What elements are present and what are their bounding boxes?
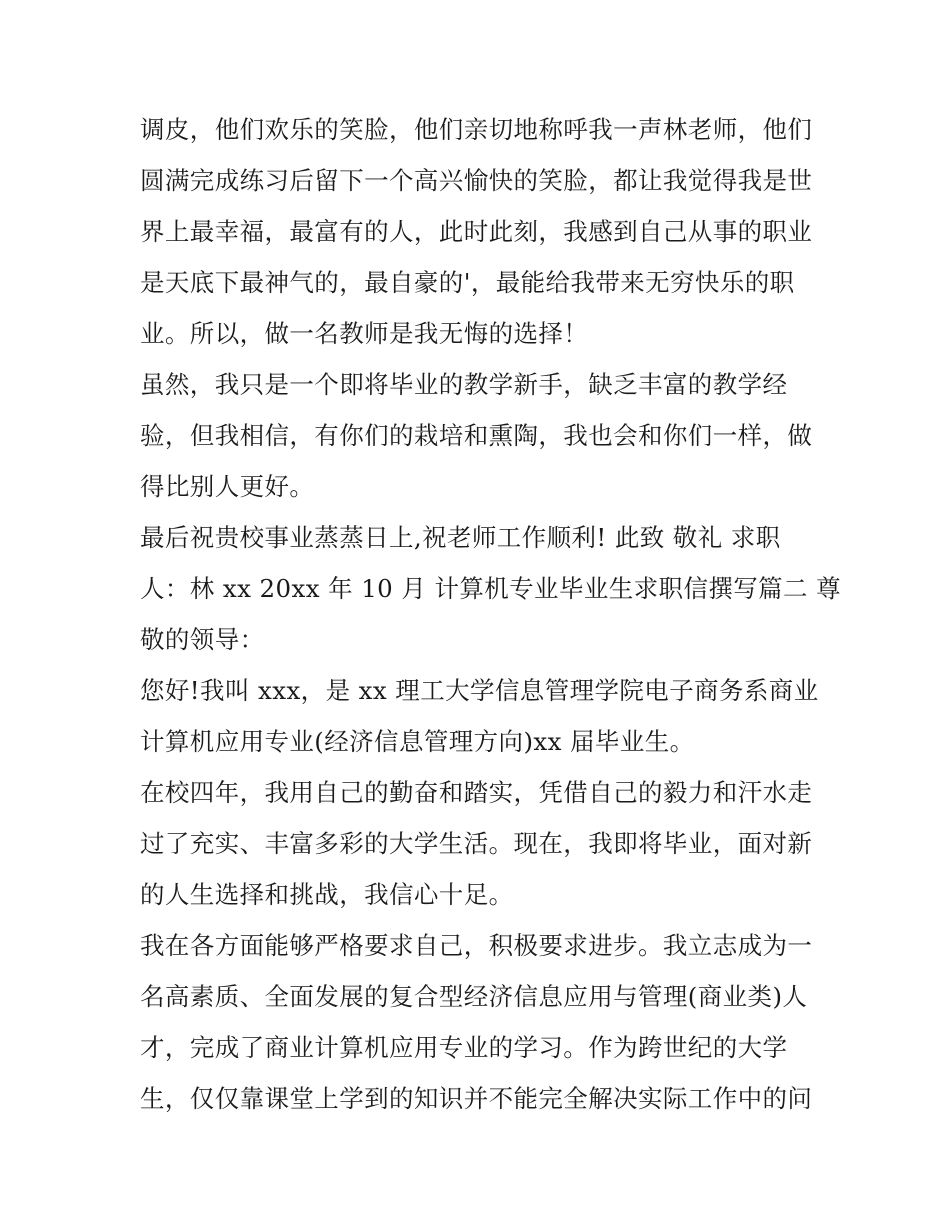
text-line: 圆满完成练习后留下一个高兴愉快的笑脸，都让我觉得我是世 [140, 166, 813, 195]
text-line: 人：林 xx 20xx 年 10 月 计算机专业毕业生求职信撰写篇二 尊 [140, 574, 842, 603]
text-line: 虽然，我只是一个即将毕业的教学新手，缺乏丰富的教学经 [140, 370, 788, 399]
text-line: 计算机应用专业(经济信息管理方向)xx 届毕业生。 [140, 727, 695, 756]
text-line: 您好!我叫 xxx，是 xx 理工大学信息管理学院电子商务系商业 [140, 676, 819, 705]
text-line: 我在各方面能够严格要求自己，积极要求进步。我立志成为一 [140, 931, 813, 960]
text-line: 调皮，他们欢乐的笑脸，他们亲切地称呼我一声林老师，他们 [140, 115, 813, 144]
text-line: 过了充实、丰富多彩的大学生活。现在，我即将毕业，面对新 [140, 829, 813, 858]
text-line: 是天底下最神气的，最自豪的'，最能给我带来无穷快乐的职 [140, 268, 795, 297]
text-line: 才，完成了商业计算机应用专业的学习。作为跨世纪的大学 [140, 1033, 788, 1062]
text-line: 名高素质、全面发展的复合型经济信息应用与管理(商业类)人 [140, 982, 808, 1011]
text-line: 界上最幸福，最富有的人，此时此刻，我感到自己从事的职业 [140, 217, 813, 246]
text-line: 生，仅仅靠课堂上学到的知识并不能完全解决实际工作中的问 [140, 1084, 813, 1113]
text-line: 在校四年，我用自己的勤奋和踏实，凭借自己的毅力和汗水走 [140, 778, 813, 807]
text-line: 得比别人更好。 [140, 472, 315, 501]
text-line: 验，但我相信，有你们的栽培和熏陶，我也会和你们一样，做 [140, 421, 813, 450]
text-line: 最后祝贵校事业蒸蒸日上,祝老师工作顺利! 此致 敬礼 求职 [140, 523, 781, 552]
text-line: 的人生选择和挑战，我信心十足。 [140, 880, 514, 909]
text-line: 敬的领导： [140, 625, 265, 654]
body-text [140, 107, 842, 1127]
text-line: 业。所以，做一名教师是我无悔的选择！ [140, 319, 589, 348]
